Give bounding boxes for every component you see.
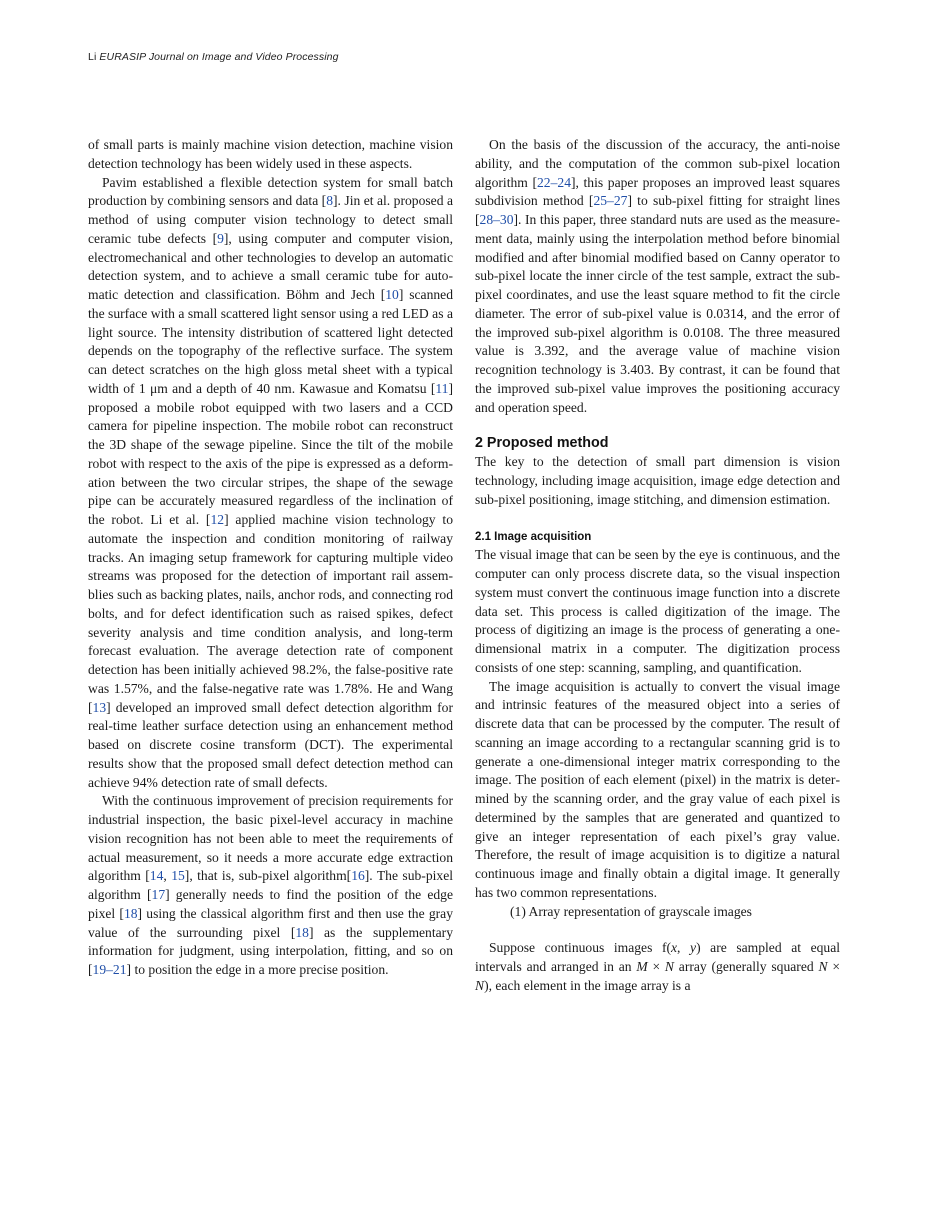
text-span: ] proposed a mobile robot equipped with two lasers and a CCD camera for pipeline inspection. The mobile robot can reconstruct the 3D shape of the sewage pipeline. Since the tilt of the mobile robot with respect to the axis of the pipe is expressed as a deformation between the two circular stripes, the shape of the sewage pipe can be accurately measured regardless of the inclination of the robot. Li et al. [ [88, 380, 453, 527]
left-column [88, 136, 453, 980]
text-span: array (generally squared [674, 959, 819, 974]
text-span: Suppose continuous images f( [489, 940, 671, 956]
math-var: N [475, 977, 485, 993]
text-span: × [827, 959, 840, 974]
citation-link[interactable]: 14 [149, 868, 164, 884]
citation-link[interactable]: 16 [351, 868, 365, 884]
text-span: ], using computer and computer vision, electromechanical and other technologies to develop an automatic detection system, and to achieve a small ceramic tube for automatic detection and classification. Böhm and Jech [ [88, 230, 453, 302]
citation-link[interactable]: 9 [217, 230, 224, 246]
section-heading-proposed-method: 2 Proposed method [475, 435, 609, 452]
text-span: ), each element in the image array is a [484, 977, 691, 993]
header-author: Li [88, 51, 97, 63]
citation-link[interactable]: 8 [326, 193, 334, 209]
text-span: ], that is, sub-pixel algorithm[ [184, 868, 352, 884]
citation-link[interactable]: 13 [92, 699, 107, 715]
citation-link[interactable]: 22–24 [537, 174, 571, 190]
array-paragraph [475, 939, 840, 995]
right-paragraph-1 [475, 136, 840, 417]
text-span: ]. In this paper, three standard nuts are used as the measurement data, mainly using the interpolation method before binomial modified and after binomial modified based on Canny operator to sub-pixel locate the inner circle of the test sample, extract the sub-pixel coordinates, and use the least square method to fit the circle diameter. The error of sub-pixel value is 0.0314, and the error of the improved sub-pixel algorithm is 0.0108. The three measured value is 3.392, and the average value of machine vision recognition technology is 3.403. By contrast, it can be found that the improved sub-pixel value improves the positioning accuracy and operation speed. [475, 212, 840, 415]
text-span: ] to sub-pixel fitting for straight lines [ [475, 193, 840, 227]
section-2-paragraph: The key to the detection of small part dimension is vision technology, including image acquisition, image edge detection and sub-pixel positioning, image stitching, and dimension estimation. [475, 454, 840, 507]
citation-link[interactable]: 28–30 [479, 212, 514, 227]
text-span: Pavim established a flexible detection system for small batch production by combining sensors and data [ [88, 174, 453, 209]
text-span: ]. Jin et al. proposed a method of using computer vision technology to detect small ceramic tube defects [ [88, 193, 453, 246]
math-var: N [664, 959, 674, 974]
text-span: ) are sampled at equal intervals and arranged in an [475, 940, 841, 974]
citation-link[interactable]: 18 [123, 905, 138, 921]
citation-link[interactable]: 12 [210, 512, 225, 527]
citation-link[interactable]: 25–27 [593, 193, 628, 209]
text-span: ] scanned the surface with a small scattered light sensor using a red LED as a light source. The intensity distribution of scattered light detected depends on the topography of the reflective surface. The system can detect scratches on the high gloss metal sheet with a typical width of 1 μm and a depth of 40 nm. Kawasue and Komatsu [ [88, 287, 453, 396]
citation-link[interactable]: 11 [435, 380, 449, 396]
citation-link[interactable]: 19–21 [92, 962, 127, 977]
text-span: ] generally needs to find the position of the edge pixel [ [88, 887, 453, 921]
text-span: ] developed an improved small defect detection algorithm for real-time leather surface detection using an enhancement method based on discrete cosine transform (DCT). The experimental results show that the proposed small defect detection method can achieve 94% detection rate of small defects. [88, 699, 453, 790]
math-var: N [818, 959, 828, 974]
text-span: , [677, 940, 691, 956]
running-header [88, 51, 339, 63]
citation-link[interactable]: 17 [151, 887, 166, 902]
right-column [475, 136, 840, 996]
citation-link[interactable]: 10 [385, 287, 399, 302]
left-paragraph-1: of small parts is mainly machine vision detection, machine vision detection technology has been widely used in these aspects. [88, 137, 453, 171]
text-span: On the basis of the discussion of the accuracy, the anti-noise ability, and the computation of the common sub-pixel location algorithm [ [475, 137, 840, 190]
text-span: ] applied machine vision technology to automate the inspection and condition monitoring of railway tracks. An imaging setup framework for capturing multiple video streams was proposed for the detection of important rail assemblies such as backing plates, nails, anchor rods, and connecting rod bolts, and for defect identification such as raised spikes, defect severity analysis and time condition analysis, and long-term forecast evaluation. The average detection rate of component detection has been initially achieved 98.2%, the false-positive rate was 1.57%, and the false-negative rate was 1.78%. He and Wang [ [88, 512, 453, 715]
text-span: ] to position the edge in a more precise position. [126, 962, 389, 977]
math-var: y [690, 940, 697, 956]
header-journal: EURASIP Journal on Image and Video Processing [99, 51, 339, 63]
text-span: With the continuous improvement of precision requirements for industrial inspection, the basic pixel-level accuracy in machine vision recognition has not been able to meet the requirements of actual measurement, so it needs a more accurate edge extraction algorithm [ [88, 793, 453, 884]
math-var: M [636, 959, 648, 974]
text-span: × [647, 959, 665, 974]
subsection-heading-image-acquisition: 2.1 Image acquisition [475, 530, 592, 543]
subsection-paragraph-1: The visual image that can be seen by the eye is continuous, and the computer can only process discrete data, so the visual inspection system must convert the continuous image function into a discrete data set. This process is called digitization of the image. The process of digitizing an image is the process of generating a one-dimensional matrix in a computer. The digitization process consists of one step: scanning, sampling, and quantification. [475, 547, 840, 675]
subsection-paragraph-2: The image acquisition is actually to convert the visual image and intrinsic features of the measured object into a series of discrete data that can be processed by the computer. The result of scanning an image according to a rectangular scanning grid is to generate a one-dimensional integer matrix corresponding to the image. The position of each element (pixel) in the matrix is determined by the scanning order, and the gray value of each pixel is determined by the samples that are generated and quantized to give an integer representation of each pixel’s gray value. Therefore, the result of image acquisition is to digitize a natural continuous image and finally obtain a digital image. It generally has two common representations. [475, 678, 840, 900]
text-span: , [163, 868, 172, 884]
citation-link[interactable]: 15 [171, 868, 185, 884]
math-var: x [671, 940, 678, 956]
list-item: (1) Array representation of grayscale images [510, 903, 752, 919]
text-span: ] as the supplementary information for judgment, using interpolation, fitting, and so on [ [88, 924, 453, 977]
text-span: ]. The sub-pixel algorithm [ [88, 868, 454, 902]
citation-link[interactable]: 18 [295, 924, 309, 940]
text-span: ], this paper proposes an improved least squares subdivision method [ [475, 174, 840, 209]
left-paragraph-2 [88, 174, 453, 793]
left-paragraph-3 [88, 792, 453, 980]
text-span: ] using the classical algorithm first and then use the gray value of the surrounding pixel [ [88, 905, 453, 940]
